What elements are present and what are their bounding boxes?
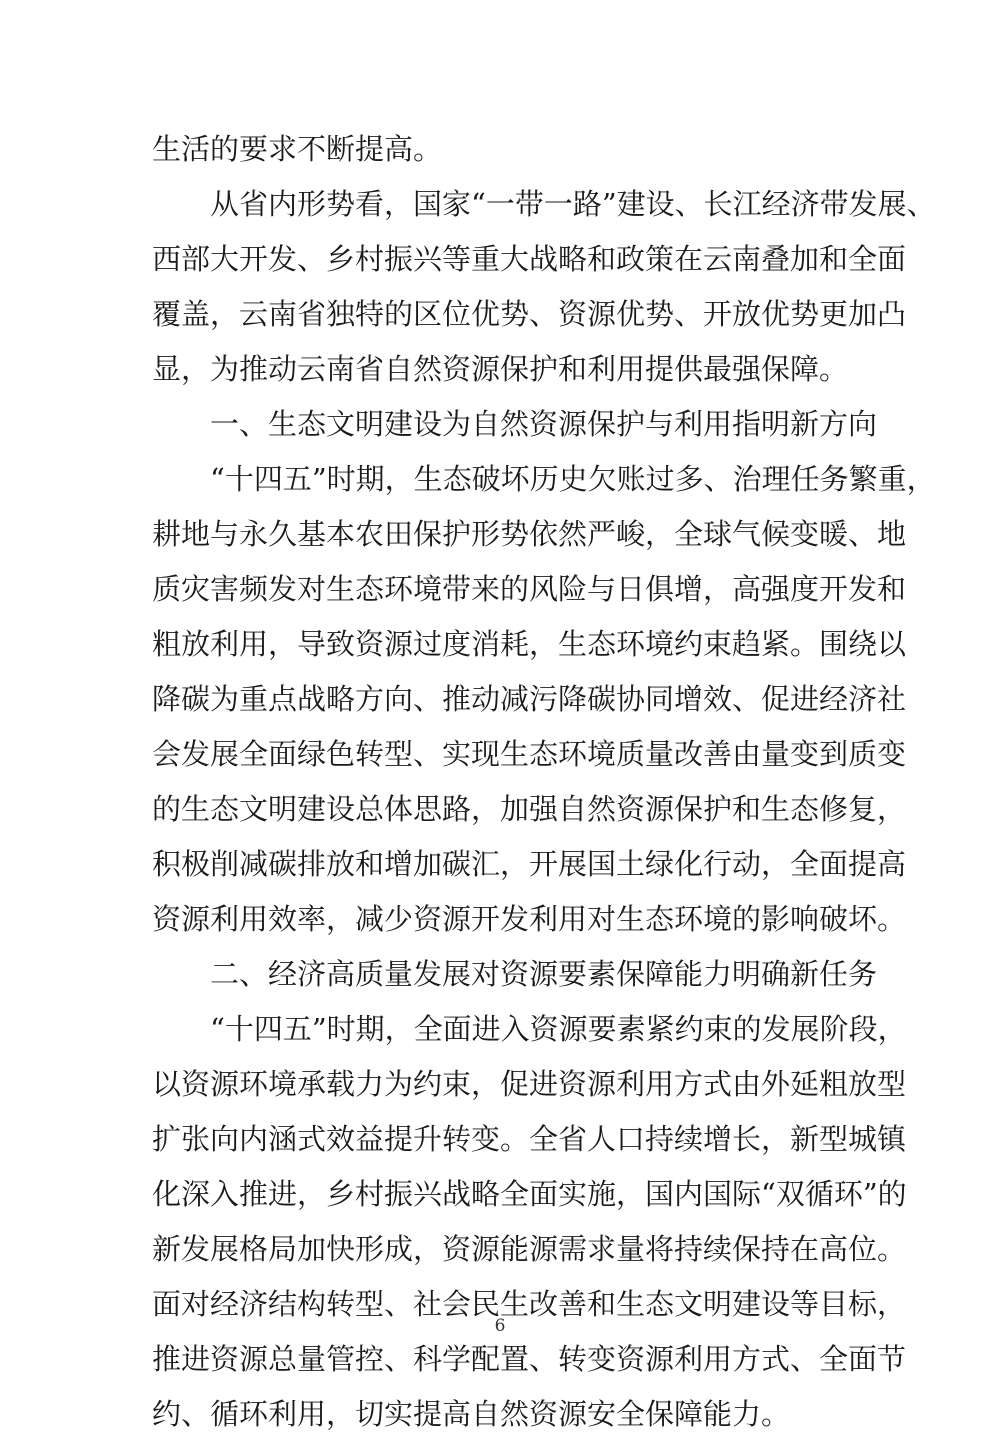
text-line: 质灾害频发对生态环境带来的风险与日俱增，高强度开发和	[152, 572, 907, 606]
text-line: 推进资源总量管控、科学配置、转变资源利用方式、全面节	[152, 1342, 907, 1376]
page-number: 6	[494, 1316, 506, 1336]
text-line: 耕地与永久基本农田保护形势依然严峻，全球气候变暖、地	[152, 517, 907, 551]
text-line: 面对经济结构转型、社会民生改善和生态文明建设等目标，	[152, 1287, 907, 1321]
text-line: 生活的要求不断提高。	[152, 132, 443, 166]
text-line: 化深入推进，乡村振兴战略全面实施，国内国际“双循环”的	[152, 1177, 907, 1211]
document-body	[152, 122, 936, 1442]
paragraph-continuation	[152, 122, 852, 177]
text-line: 从省内形势看，国家“一带一路”建设、长江经济带发展、	[210, 187, 936, 221]
text-line: 资源利用效率，减少资源开发利用对生态环境的影响破坏。	[152, 902, 907, 936]
text-line: 粗放利用，导致资源过度消耗，生态环境约束趋紧。围绕以	[152, 627, 907, 661]
text-line: 显，为推动云南省自然资源保护和利用提供最强保障。	[152, 352, 849, 386]
text-line: 新发展格局加快形成，资源能源需求量将持续保持在高位。	[152, 1232, 907, 1266]
text-line: 的生态文明建设总体思路，加强自然资源保护和生态修复，	[152, 792, 907, 826]
section-heading-ecological-civilization	[152, 397, 878, 452]
text-line: “十四五”时期，生态破坏历史欠账过多、治理任务繁重，	[210, 462, 936, 496]
heading-line: 二、经济高质量发展对资源要素保障能力明确新任务	[210, 957, 878, 991]
text-line: 降碳为重点战略方向、推动减污降碳协同增效、促进经济社	[152, 682, 907, 716]
heading-line: 一、生态文明建设为自然资源保护与利用指明新方向	[210, 407, 878, 441]
paragraph-economic-development	[152, 1002, 907, 1442]
paragraph-provincial-situation	[152, 177, 936, 397]
text-line: 会发展全面绿色转型、实现生态环境质量改善由量变到质变	[152, 737, 907, 771]
text-line: 以资源环境承载力为约束，促进资源利用方式由外延粗放型	[152, 1067, 907, 1101]
text-line: 约、循环利用，切实提高自然资源安全保障能力。	[152, 1397, 791, 1431]
text-line: 积极削减碳排放和增加碳汇，开展国土绿化行动，全面提高	[152, 847, 907, 881]
text-line: 西部大开发、乡村振兴等重大战略和政策在云南叠加和全面	[152, 242, 907, 276]
paragraph-ecological-civilization	[152, 452, 936, 947]
text-line: 覆盖，云南省独特的区位优势、资源优势、开放优势更加凸	[152, 297, 907, 331]
section-heading-economic-development	[152, 947, 878, 1002]
text-line: 扩张向内涵式效益提升转变。全省人口持续增长，新型城镇	[152, 1122, 907, 1156]
text-line: “十四五”时期，全面进入资源要素紧约束的发展阶段，	[210, 1012, 907, 1046]
